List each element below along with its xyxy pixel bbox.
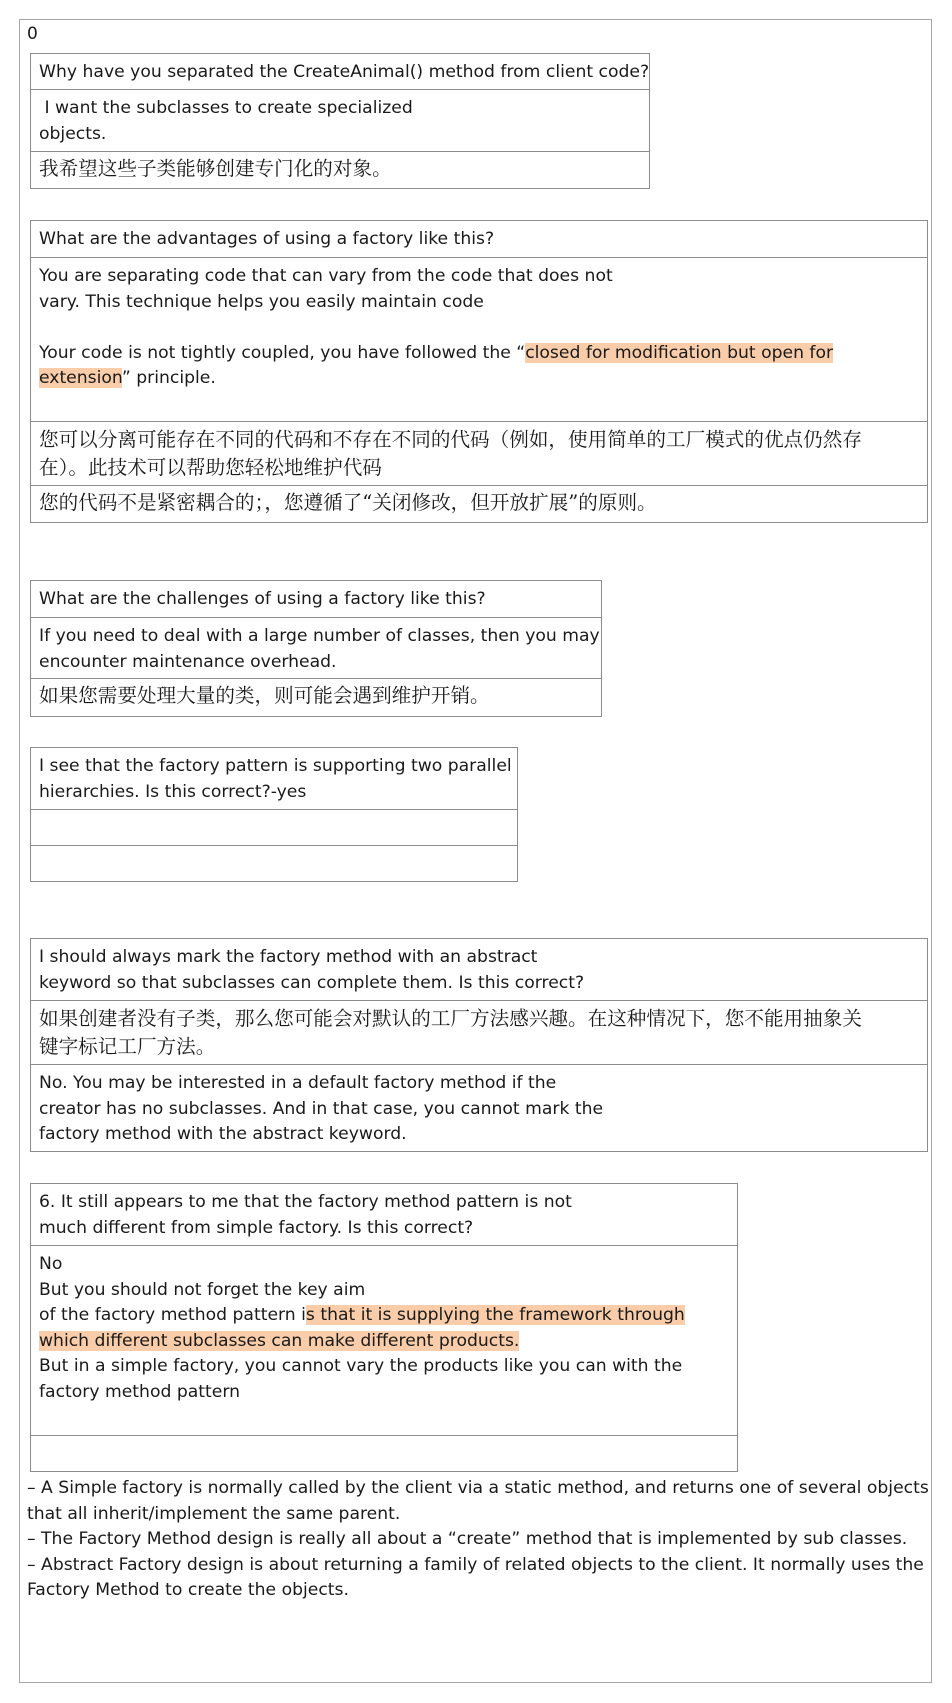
- answer-line: No. You may be interested in a default factory method if the: [39, 1073, 557, 1093]
- question-line: I should always mark the factory method with an abstract: [39, 947, 538, 967]
- answer-line: [39, 1303, 729, 1329]
- note-line: – The Factory Method design is really all about a “create” method that is implemented by sub classes.: [27, 1529, 908, 1549]
- answer-zh-cell: [31, 485, 927, 522]
- answer-zh-cell: [31, 151, 649, 188]
- answer-line: If you need to deal with a large number of classes, then you may: [39, 626, 600, 646]
- answer-line: I want the subclasses to create specialized: [39, 98, 413, 118]
- principle-text: ” principle.: [121, 368, 216, 388]
- principle-line: [39, 341, 919, 367]
- answer-zh-line: 您的代码不是紧密耦合的；，您遵循了“关闭修改，但开放扩展”的原则。: [39, 491, 657, 514]
- answer-text: of the factory method pattern i: [39, 1305, 306, 1325]
- principle-line: [39, 366, 919, 392]
- empty-cell: [31, 1435, 737, 1471]
- question-line: Why have you separated the CreateAnimal() method from client code?: [39, 62, 650, 82]
- principle-text: Your code is not tightly coupled, you have followed the “: [39, 342, 526, 363]
- note-line: – Abstract Factory design is about returning a family of related objects to the client. It normally uses the: [27, 1554, 924, 1575]
- question-cell: [31, 221, 927, 257]
- qa-table-advantages: [30, 220, 928, 523]
- answer-zh-cell: [31, 678, 601, 716]
- highlighted-text: closed for modification but open for: [525, 342, 834, 363]
- question-line: keyword so that subclasses can complete them. Is this correct?: [39, 972, 585, 993]
- answer-zh-line: 如果创建者没有子类，那么您可能会对默认的工厂方法感兴趣。在这种情况下，您不能用抽象关: [39, 1007, 862, 1030]
- answer-zh-line: 我希望这些子类能够创建专门化的对象。: [39, 157, 392, 180]
- answer-zh-line: 键字标记工厂方法。: [39, 1035, 216, 1058]
- answer-en-cell: [31, 617, 601, 678]
- answer-line: [39, 1329, 729, 1355]
- answer-en-cell: [31, 89, 649, 151]
- spacer-line: [39, 315, 919, 341]
- answer-line: But in a simple factory, you cannot vary the products like you can with the: [39, 1356, 683, 1376]
- page-number: 0: [27, 24, 38, 44]
- question-line: 6. It still appears to me that the factory method pattern is not: [39, 1192, 572, 1212]
- question-cell: [31, 581, 601, 617]
- empty-cell: [31, 809, 517, 845]
- answer-line: creator has no subclasses. And in that case, you cannot mark the: [39, 1098, 604, 1119]
- answer-zh-cell: [31, 1000, 927, 1064]
- note-line: Factory Method to create the objects.: [27, 1580, 349, 1600]
- answer-line: vary. This technique helps you easily maintain code: [39, 291, 484, 312]
- question-cell: [31, 939, 927, 1000]
- answer-line: But you should not forget the key aim: [39, 1279, 366, 1300]
- question-cell: [31, 54, 649, 89]
- question-line: I see that the factory pattern is supporting two parallel: [39, 756, 512, 776]
- answer-zh-line: 如果您需要处理大量的类，则可能会遇到维护开销。: [39, 684, 490, 707]
- answer-line: encounter maintenance overhead.: [39, 651, 337, 672]
- answer-line: You are separating code that can vary from the code that does not: [39, 266, 613, 286]
- qa-table-challenges: [30, 580, 602, 717]
- qa-table-abstract-keyword: [30, 938, 928, 1152]
- highlighted-text: s that it is supplying the framework through: [305, 1305, 685, 1325]
- note-line: – A Simple factory is normally called by the client via a static method, and returns one of several objects: [27, 1478, 929, 1498]
- highlighted-text: which different subclasses can make different products.: [39, 1330, 520, 1351]
- note-line: that all inherit/implement the same parent.: [27, 1503, 401, 1524]
- question-line: What are the advantages of using a factory like this?: [39, 229, 495, 249]
- qa-table-parallel-hierarchies: [30, 747, 518, 882]
- answer-zh-line: 在）。此技术可以帮助您轻松地维护代码: [39, 456, 382, 479]
- question-line: much different from simple factory. Is this correct?: [39, 1217, 474, 1238]
- answer-en-cell: [31, 257, 927, 421]
- empty-cell: [31, 845, 517, 881]
- answer-en-cell: [31, 1245, 737, 1435]
- answer-en-cell: [31, 1064, 927, 1151]
- question-line: What are the challenges of using a factory like this?: [39, 589, 486, 609]
- answer-line: objects.: [39, 123, 107, 144]
- qa-table-createanimal: [30, 53, 650, 189]
- summary-notes: [27, 1476, 927, 1604]
- answer-zh-cell: [31, 421, 927, 485]
- question-cell: [31, 748, 517, 809]
- answer-line: No: [39, 1254, 63, 1274]
- question-cell: [31, 1184, 737, 1245]
- answer-line: factory method with the abstract keyword.: [39, 1124, 407, 1144]
- answer-line: factory method pattern: [39, 1381, 240, 1402]
- question-line: hierarchies. Is this correct?-yes: [39, 781, 307, 802]
- qa-table-simple-factory-comparison: [30, 1183, 738, 1472]
- answer-zh-line: 您可以分离可能存在不同的代码和不存在不同的代码（例如，使用简单的工厂模式的优点仍然存: [39, 428, 862, 451]
- highlighted-text: extension: [39, 368, 122, 388]
